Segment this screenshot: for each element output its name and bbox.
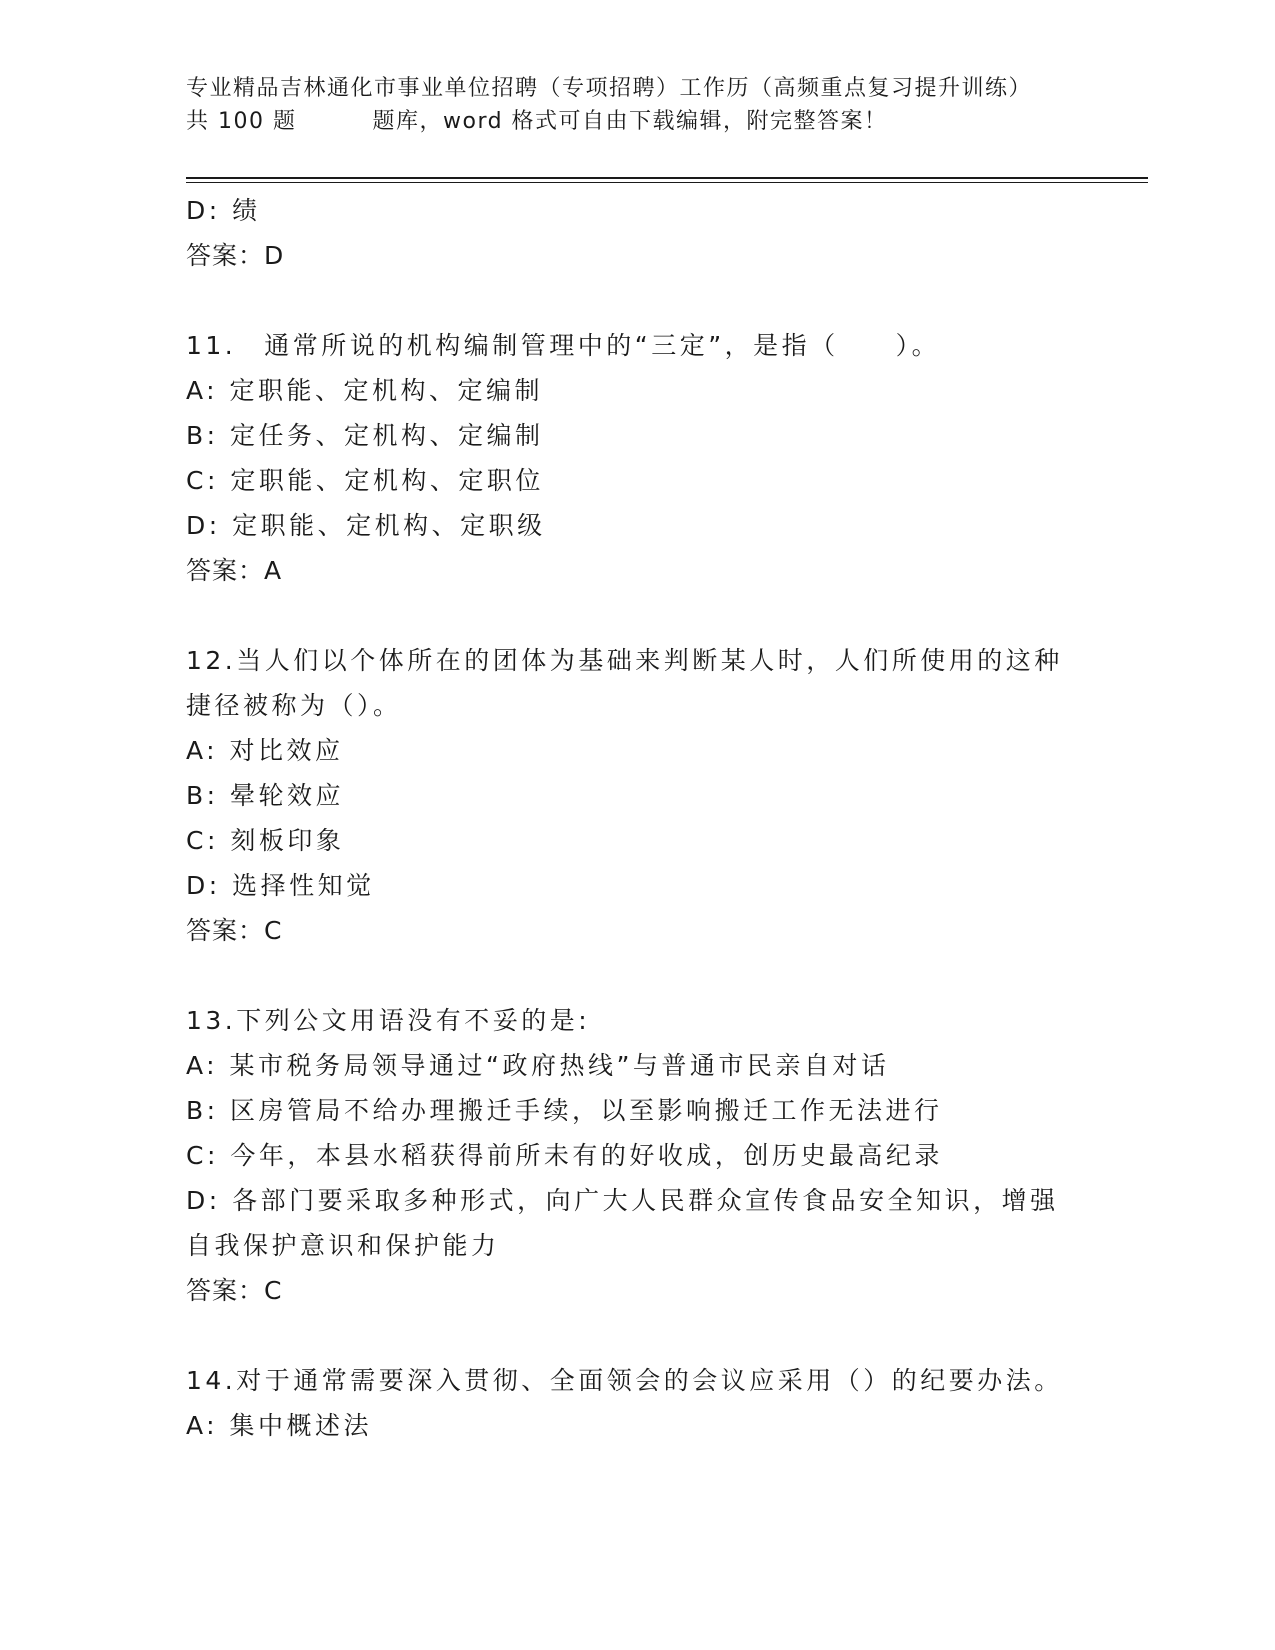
question-list: [186, 188, 1086, 1448]
question-14: [186, 1358, 1086, 1448]
option-a: A: 定职能、定机构、定编制: [186, 376, 544, 405]
header-title-line2: [186, 105, 1086, 138]
question-12: [186, 638, 1086, 953]
header-format-note: 题库，word 格式可自由下载编辑，附完整答案！: [372, 109, 888, 134]
question-stem: 14.对于通常需要深入贯彻、全面领会的会议应采用（）的纪要办法。: [186, 1366, 1063, 1395]
header-divider-thin: [186, 182, 1148, 183]
option-d: D: 选择性知觉: [186, 871, 375, 900]
question-number: 11.: [186, 331, 237, 360]
question-13: [186, 998, 1086, 1313]
answer: 答案：C: [186, 916, 283, 945]
option-a: A: 对比效应: [186, 736, 344, 765]
question-stem-continued: 捷径被称为（）。: [186, 691, 402, 720]
question-text: 通常所说的机构编制管理中的“三定”，是指（ ）。: [264, 331, 941, 360]
option-a: A: 集中概述法: [186, 1411, 373, 1440]
option-a: A: 某市税务局领导通过“政府热线”与普通市民亲自对话: [186, 1051, 890, 1080]
option-d: D: 定职能、定机构、定职级: [186, 511, 546, 540]
header-title-line1: 专业精品吉林通化市事业单位招聘（专项招聘）工作历（高频重点复习提升训练）: [186, 76, 1033, 101]
question-stem: [186, 323, 1086, 368]
option-b: B: 区房管局不给办理搬迁手续，以至影响搬迁工作无法进行: [186, 1096, 943, 1125]
option-d: D: 绩: [186, 196, 261, 225]
header-question-count: 共 100 题: [186, 109, 297, 134]
header-divider-thick: [186, 177, 1148, 179]
question-10-tail: [186, 188, 1086, 278]
question-stem: 12.当人们以个体所在的团体为基础来判断某人时，人们所使用的这种: [186, 646, 1063, 675]
option-b: B: 晕轮效应: [186, 781, 345, 810]
answer: 答案：A: [186, 556, 283, 585]
page-header: [186, 72, 1086, 138]
option-c: C: 刻板印象: [186, 826, 345, 855]
option-b: B: 定任务、定机构、定编制: [186, 421, 544, 450]
option-d-continued: 自我保护意识和保护能力: [186, 1231, 500, 1260]
answer: 答案：D: [186, 241, 285, 270]
option-c: C: 今年，本县水稻获得前所未有的好收成，创历史最高纪录: [186, 1141, 943, 1170]
option-d: D: 各部门要采取多种形式，向广大人民群众宣传食品安全知识，增强: [186, 1186, 1059, 1215]
question-stem: 13.下列公文用语没有不妥的是:: [186, 1006, 591, 1035]
answer: 答案：C: [186, 1276, 283, 1305]
option-c: C: 定职能、定机构、定职位: [186, 466, 544, 495]
question-11: [186, 323, 1086, 593]
